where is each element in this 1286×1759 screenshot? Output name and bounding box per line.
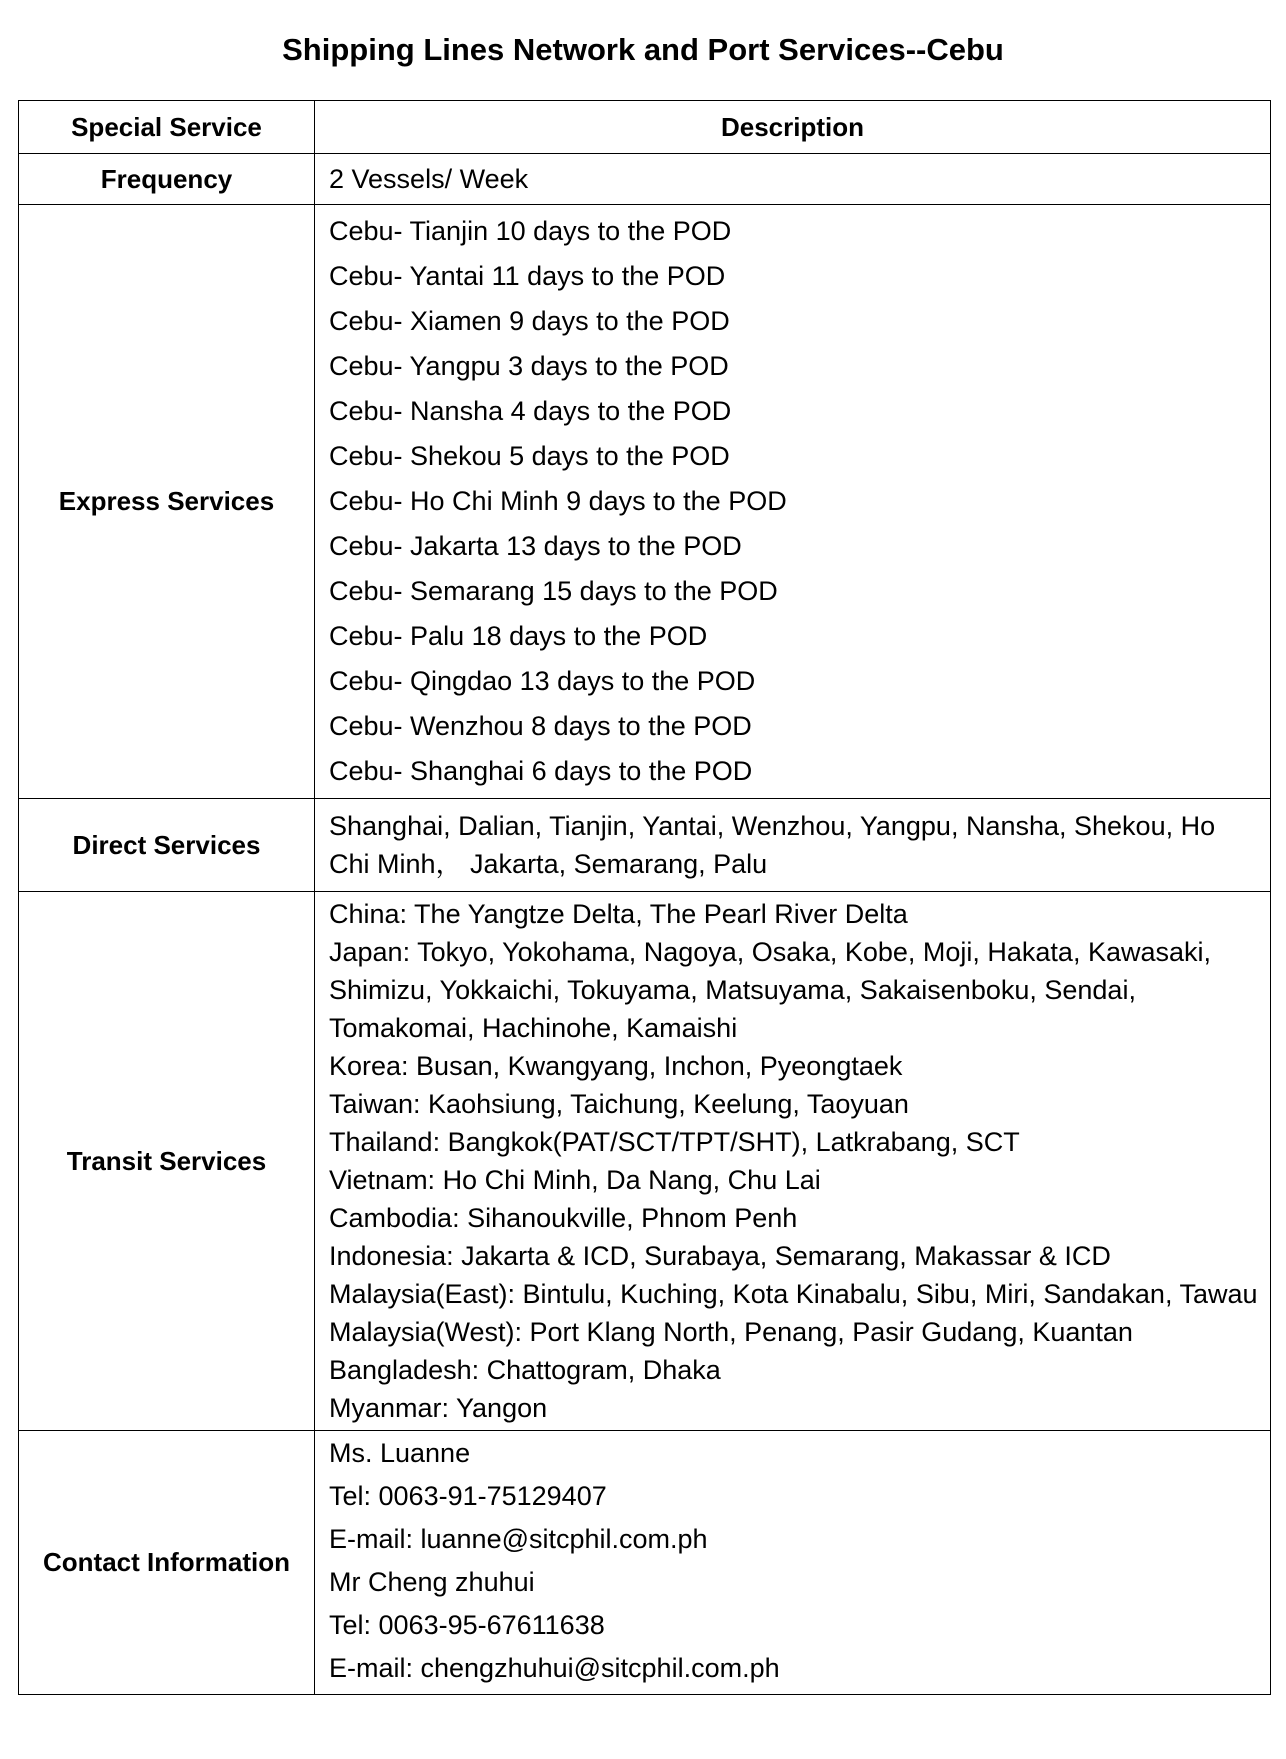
express-route: Cebu- Shanghai 6 days to the POD <box>329 756 753 786</box>
express-route: Cebu- Wenzhou 8 days to the POD <box>329 711 752 741</box>
header-special-service: Special Service <box>19 101 315 154</box>
direct-services-label: Direct Services <box>19 799 315 892</box>
transit-services-label: Transit Services <box>19 892 315 1431</box>
express-route: Cebu- Semarang 15 days to the POD <box>329 576 778 606</box>
transit-services-list <box>315 892 1271 1431</box>
frequency-row <box>19 154 1271 205</box>
transit-services-row <box>19 892 1271 1431</box>
transit-region: Indonesia: Jakarta & ICD, Surabaya, Semarang, Makassar & ICD <box>329 1241 1111 1271</box>
express-services-row <box>19 205 1271 799</box>
transit-region: China: The Yangtze Delta, The Pearl River Delta <box>329 899 908 929</box>
express-route: Cebu- Xiamen 9 days to the POD <box>329 306 730 336</box>
contact-email: E-mail: luanne@sitcphil.com.ph <box>329 1524 708 1554</box>
contact-name: Mr Cheng zhuhui <box>329 1567 535 1597</box>
transit-region: Vietnam: Ho Chi Minh, Da Nang, Chu Lai <box>329 1165 821 1195</box>
transit-region: Thailand: Bangkok(PAT/SCT/TPT/SHT), Latkrabang, SCT <box>329 1127 1020 1157</box>
express-route: Cebu- Yantai 11 days to the POD <box>329 261 726 291</box>
transit-region: Malaysia(West): Port Klang North, Penang, Pasir Gudang, Kuantan <box>329 1317 1133 1347</box>
frequency-label: Frequency <box>19 154 315 205</box>
header-description: Description <box>315 101 1271 154</box>
services-table <box>18 100 1271 1695</box>
contact-email: E-mail: chengzhuhui@sitcphil.com.ph <box>329 1653 780 1683</box>
table-header-row <box>19 101 1271 154</box>
transit-region: Myanmar: Yangon <box>329 1393 548 1423</box>
frequency-value: 2 Vessels/ Week <box>315 154 1271 205</box>
transit-region: Korea: Busan, Kwangyang, Inchon, Pyeongtaek <box>329 1051 903 1081</box>
express-route: Cebu- Jakarta 13 days to the POD <box>329 531 742 561</box>
contact-name: Ms. Luanne <box>329 1438 471 1468</box>
express-route: Cebu- Qingdao 13 days to the POD <box>329 666 756 696</box>
express-route: Cebu- Nansha 4 days to the POD <box>329 396 732 426</box>
transit-region: Bangladesh: Chattogram, Dhaka <box>329 1355 721 1385</box>
express-services-list <box>315 205 1271 799</box>
transit-region: Japan: Tokyo, Yokohama, Nagoya, Osaka, Kobe, Moji, Hakata, Kawasaki, Shimizu, Yokkaichi, Tokuyama, Matsuyama, Sakaisenboku, Sendai, Tomakomai, Hachinohe, Kamaishi <box>329 937 1212 1043</box>
page-title: Shipping Lines Network and Port Services--Cebu <box>282 32 1004 67</box>
transit-region: Cambodia: Sihanoukville, Phnom Penh <box>329 1203 798 1233</box>
express-route: Cebu- Tianjin 10 days to the POD <box>329 216 732 246</box>
express-route: Cebu- Yangpu 3 days to the POD <box>329 351 729 381</box>
contact-tel: Tel: 0063-95-67611638 <box>329 1610 605 1640</box>
express-route: Cebu- Palu 18 days to the POD <box>329 621 708 651</box>
contact-information-label: Contact Information <box>19 1431 315 1695</box>
transit-region: Malaysia(East): Bintulu, Kuching, Kota Kinabalu, Sibu, Miri, Sandakan, Tawau <box>329 1279 1258 1309</box>
direct-services-text: Shanghai, Dalian, Tianjin, Yantai, Wenzhou, Yangpu, Nansha, Shekou, Ho Chi Minh， Jakarta, Semarang, Palu <box>329 811 1216 879</box>
transit-region: Taiwan: Kaohsiung, Taichung, Keelung, Taoyuan <box>329 1089 909 1119</box>
express-route: Cebu- Ho Chi Minh 9 days to the POD <box>329 486 787 516</box>
contact-information-list <box>315 1431 1271 1695</box>
contact-tel: Tel: 0063-91-75129407 <box>329 1481 607 1511</box>
express-services-label: Express Services <box>19 205 315 799</box>
express-route: Cebu- Shekou 5 days to the POD <box>329 441 730 471</box>
contact-information-row <box>19 1431 1271 1695</box>
direct-services-row <box>19 799 1271 892</box>
direct-services-cell <box>315 799 1271 892</box>
